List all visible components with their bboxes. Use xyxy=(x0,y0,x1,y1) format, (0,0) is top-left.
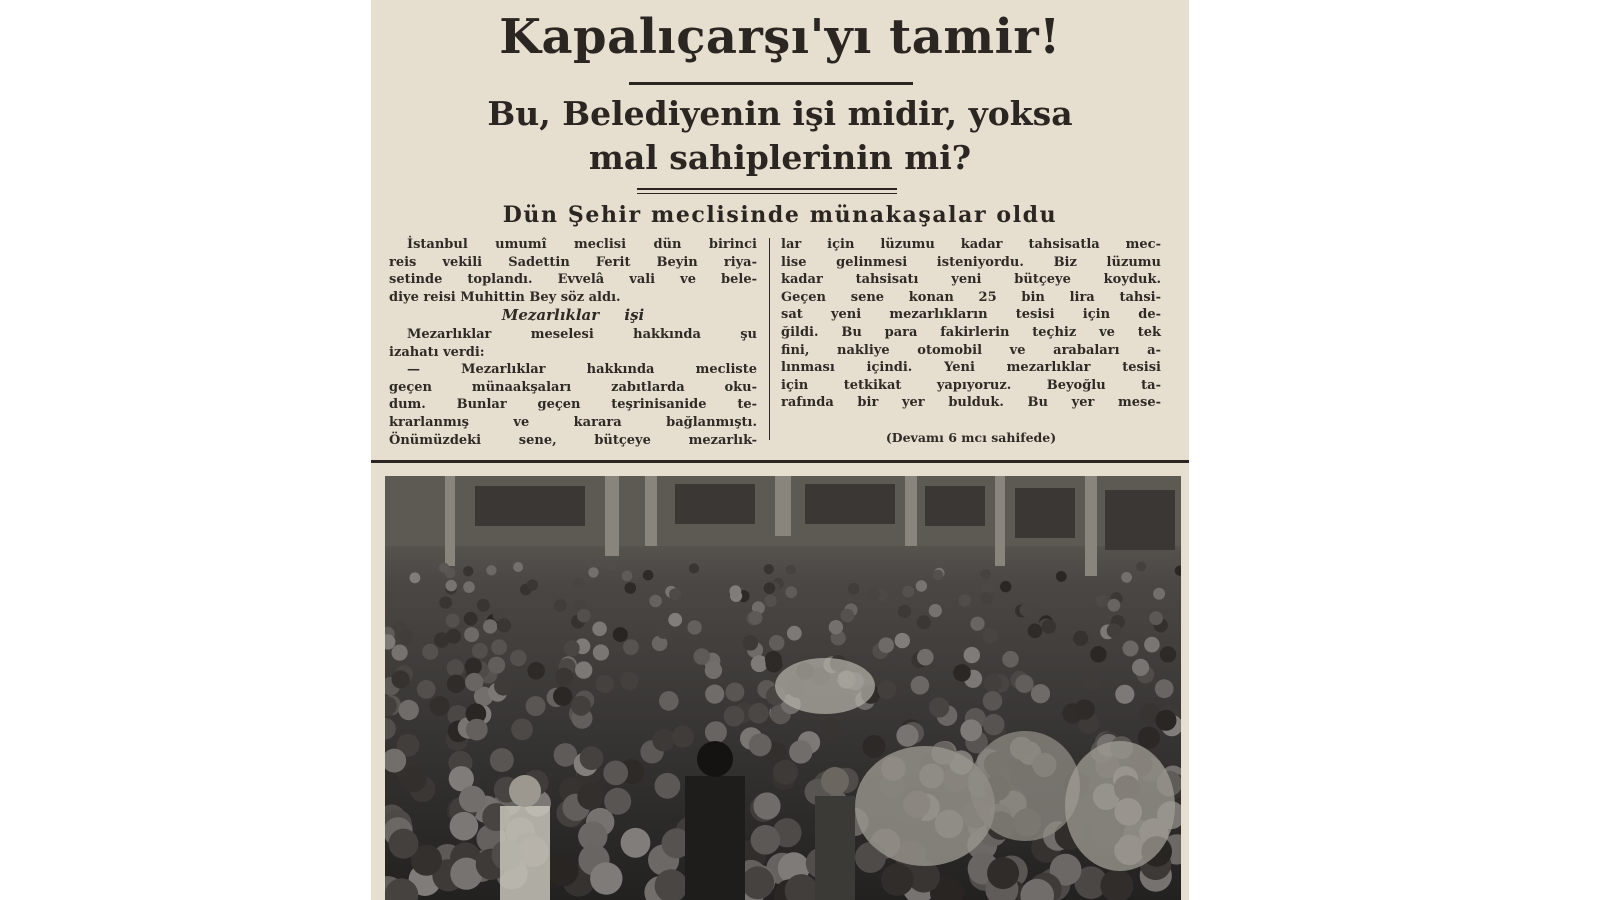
crowd-head xyxy=(656,624,671,639)
crowd-head xyxy=(960,719,982,741)
crowd-head xyxy=(439,596,452,609)
article-line: geçen münaakşaları zabıtlarda oku- xyxy=(389,379,757,395)
crowd-head xyxy=(439,563,449,573)
headline: Kapalıçarşı'yı tamir! xyxy=(499,9,1061,65)
article-line: fini, nakliye otomobil ve arabaları a- xyxy=(781,342,1161,358)
crowd-head xyxy=(984,674,1002,692)
crowd-head xyxy=(513,562,523,572)
crowd-head xyxy=(898,605,911,618)
crowd-head xyxy=(577,609,591,623)
crowd-head xyxy=(434,632,449,647)
crowd-head xyxy=(459,786,486,813)
subheading: Dün Şehir meclisinde münakaşalar oldu xyxy=(502,202,1058,228)
crowd-head xyxy=(687,620,701,634)
article-line: lise gelinmesi isteniyordu. Biz lüzumu xyxy=(781,254,1161,270)
subhead xyxy=(371,92,1189,180)
crowd-head xyxy=(401,767,426,792)
article-line: lar için lüzumu kadar tahsisatla mec- xyxy=(781,237,1161,252)
crowd-head xyxy=(981,592,993,604)
crowd-head xyxy=(486,565,496,575)
article-line: lınması içindi. Yeni mezarlıklar tesisi xyxy=(781,360,1161,376)
crowd-head xyxy=(848,583,860,595)
article-line: reis vekili Sadettin Ferit Beyin riya- xyxy=(389,254,757,270)
crowd-head xyxy=(911,676,930,695)
crowd-head xyxy=(917,649,934,666)
crowd-head xyxy=(1095,595,1108,608)
crowd-head xyxy=(896,725,918,747)
article-line: rafında bir yer bulduk. Bu yer mese- xyxy=(781,395,1161,411)
crowd-head xyxy=(465,658,482,675)
continuation-note: (Devamı 6 mcı sahifede) xyxy=(885,430,1057,445)
crowd-head xyxy=(964,647,980,663)
crowd-head xyxy=(464,612,478,626)
section-title: Mezarlıklar işi xyxy=(501,306,645,325)
crowd-head xyxy=(1015,675,1033,693)
crowd-head xyxy=(392,645,408,661)
crowd-head xyxy=(592,622,607,637)
crowd-head xyxy=(621,828,651,858)
article-line: Mezarlıklar meselesi hakkında şu xyxy=(407,326,757,342)
crowd-head xyxy=(748,703,769,724)
crowd-head xyxy=(573,577,584,588)
crowd-head xyxy=(1108,599,1121,612)
crowd-head xyxy=(1090,646,1106,662)
crowd-head xyxy=(829,620,843,634)
crowd-head xyxy=(917,615,931,629)
crowd-head xyxy=(446,614,460,628)
crowd-head xyxy=(510,650,527,667)
article-line: krarlanmış ve karara bağlanmıştı. xyxy=(389,414,757,430)
crowd-head xyxy=(491,639,507,655)
crowd-head xyxy=(1160,646,1176,662)
article-line: ğildi. Bu para fakirlerin teçhiz ve tek xyxy=(781,324,1161,340)
crowd-head xyxy=(511,718,533,740)
crowd-head xyxy=(392,670,410,688)
crowd-head xyxy=(527,662,545,680)
crowd-head xyxy=(464,627,479,642)
subhead-line: Bu, Belediyenin işi midir, yoksa xyxy=(487,94,1073,133)
crowd-head xyxy=(1115,685,1134,704)
crowd-head xyxy=(929,697,949,717)
article-line: kadar tahsisatı yeni bütçeye koyduk. xyxy=(781,272,1161,288)
crowd-head xyxy=(878,680,897,699)
crowd-head xyxy=(580,746,604,770)
crowd-head xyxy=(841,609,855,623)
crowd-head xyxy=(668,613,682,627)
crowd-photo xyxy=(385,476,1181,900)
crowd-head xyxy=(483,619,497,633)
crowd-head xyxy=(575,661,592,678)
crowd-head xyxy=(613,627,628,642)
crowd-head xyxy=(749,611,763,625)
article-line: dum. Bunlar geçen teşrinisanide te- xyxy=(389,397,757,413)
crowd-head xyxy=(472,643,488,659)
crowd-head xyxy=(787,626,802,641)
photo-rule xyxy=(371,460,1189,463)
crowd-head xyxy=(465,673,483,691)
crowd-head xyxy=(749,734,772,757)
crowd-head xyxy=(1028,624,1043,639)
crowd-head xyxy=(705,662,722,679)
subhead-rule xyxy=(637,188,897,190)
crowd-head xyxy=(1156,710,1177,731)
crowd-head xyxy=(751,825,781,855)
crowd-head xyxy=(1056,571,1067,582)
crowd-head xyxy=(571,696,591,716)
crowd-head xyxy=(987,857,1019,889)
crowd-head xyxy=(1144,637,1160,653)
article-line: sat yeni mezarlıkların tesisi için de- xyxy=(781,307,1161,323)
crowd-head xyxy=(410,572,421,583)
crowd-head xyxy=(724,706,745,727)
crowd-head xyxy=(725,683,744,702)
crowd-head xyxy=(1073,631,1088,646)
crowd-head xyxy=(785,586,797,598)
article-line: Önümüzdeki sene, bütçeye mezarlık- xyxy=(389,432,757,448)
crowd-head xyxy=(743,635,759,651)
crowd-head xyxy=(588,567,598,577)
crowd-head xyxy=(764,564,774,574)
article-column-right xyxy=(781,236,1161,412)
crowd-head xyxy=(649,595,662,608)
crowd-head xyxy=(526,696,546,716)
subhead-line: mal sahiplerinin mi? xyxy=(588,138,972,177)
crowd-head xyxy=(672,726,694,748)
crowd-head xyxy=(694,648,711,665)
crowd-head xyxy=(786,565,796,575)
crowd-head xyxy=(983,628,998,643)
crowd-head xyxy=(669,588,681,600)
crowd-head xyxy=(446,580,457,591)
crowd-head xyxy=(564,640,580,656)
crowd-head xyxy=(773,760,798,785)
crowd-head xyxy=(878,637,894,653)
crowd-head xyxy=(705,721,727,743)
crowd-head xyxy=(916,580,927,591)
crowd-head xyxy=(463,566,473,576)
crowd-head xyxy=(1153,588,1165,600)
crowd-head xyxy=(958,594,970,606)
crowd-head xyxy=(769,635,785,651)
article-line: Geçen sene konan 25 bin lira tahsi- xyxy=(781,289,1161,305)
crowd-head xyxy=(1083,672,1101,690)
crowd-head xyxy=(689,563,699,573)
column-divider xyxy=(769,238,770,440)
crowd-head xyxy=(1042,619,1056,633)
crowd-head xyxy=(705,685,724,704)
crowd-head xyxy=(652,729,675,752)
crowd-head xyxy=(490,748,514,772)
crowd-head xyxy=(466,719,488,741)
crowd-head xyxy=(895,633,910,648)
crowd-head xyxy=(555,668,573,686)
crowd-head xyxy=(1138,727,1160,749)
crowd-head xyxy=(625,582,637,594)
crowd-head xyxy=(1121,572,1132,583)
crowd-head xyxy=(1132,659,1149,676)
crowd-head xyxy=(933,570,944,581)
crowd-head xyxy=(606,561,616,571)
article-line: için tetkikat yapıyoruz. Beyoğlu ta- xyxy=(781,377,1161,393)
crowd-head xyxy=(730,585,742,597)
article-line: diye reisi Muhittin Bey söz aldı. xyxy=(389,289,621,305)
crowd-head xyxy=(477,599,490,612)
crowd-head xyxy=(1031,684,1050,703)
article-column-left xyxy=(389,236,757,449)
crowd-head xyxy=(1019,603,1032,616)
article-line: İstanbul umumî meclisi dün birinci xyxy=(407,237,757,252)
crowd-head xyxy=(753,792,780,819)
crowd-head xyxy=(1155,679,1174,698)
crowd-head xyxy=(399,700,419,720)
crowd-head xyxy=(1107,623,1122,638)
crowd-head xyxy=(863,735,886,758)
crowd-head xyxy=(547,855,579,887)
crowd-head xyxy=(577,783,604,810)
crowd-head xyxy=(655,773,681,799)
crowd-head xyxy=(554,743,578,767)
crowd-head xyxy=(620,672,638,690)
crowd-head xyxy=(463,581,475,593)
crowd-head xyxy=(447,659,464,676)
crowd-head xyxy=(554,599,567,612)
crowd-head xyxy=(820,718,842,740)
crowd-head xyxy=(1149,611,1163,625)
crowd-head xyxy=(422,644,438,660)
crowd-head xyxy=(447,675,465,693)
newspaper-clipping xyxy=(371,0,1189,900)
crowd-head xyxy=(643,570,654,581)
crowd-head xyxy=(868,589,880,601)
crowd-head xyxy=(553,687,572,706)
crowd-head xyxy=(494,677,513,696)
article-line: setinde toplandı. Evvelâ vali ve bele- xyxy=(389,272,757,288)
crowd-head xyxy=(450,812,479,841)
crowd-head xyxy=(430,696,450,716)
crowd-head xyxy=(1002,651,1019,668)
crowd-head xyxy=(389,829,419,859)
crowd-head xyxy=(953,664,971,682)
article-line: — Mezarlıklar hakkında mecliste xyxy=(407,362,757,378)
crowd-head xyxy=(741,866,774,899)
crowd-head xyxy=(764,595,776,607)
crowd-head xyxy=(929,604,942,617)
crowd-head xyxy=(789,740,812,763)
crowd-head xyxy=(417,680,436,699)
crowd-head xyxy=(590,862,622,894)
crowd-head xyxy=(1074,699,1094,719)
crowd-head xyxy=(604,788,631,815)
crowd-head xyxy=(983,691,1003,711)
crowd-head xyxy=(970,617,984,631)
crowd-head xyxy=(497,618,511,632)
crowd-head xyxy=(603,761,628,786)
crowd-head xyxy=(1136,562,1146,572)
crowd-head xyxy=(764,582,776,594)
article-line: izahatı verdi: xyxy=(389,344,485,360)
crowd-head xyxy=(983,714,1004,735)
crowd-head xyxy=(1000,581,1011,592)
crowd-photo-graphic xyxy=(385,476,1181,900)
crowd-head xyxy=(622,571,633,582)
crowd-head xyxy=(881,863,914,896)
crowd-head xyxy=(399,629,414,644)
crowd-head xyxy=(527,579,538,590)
crowd-head xyxy=(659,691,679,711)
crowd-head xyxy=(596,675,614,693)
crowd-head xyxy=(980,569,991,580)
crowd-head xyxy=(593,644,609,660)
crowd-head xyxy=(902,586,914,598)
headline-rule xyxy=(629,82,913,85)
crowd-head xyxy=(488,657,505,674)
crowd-head xyxy=(623,639,639,655)
crowd-head xyxy=(766,656,783,673)
crowd-head xyxy=(1123,641,1139,657)
